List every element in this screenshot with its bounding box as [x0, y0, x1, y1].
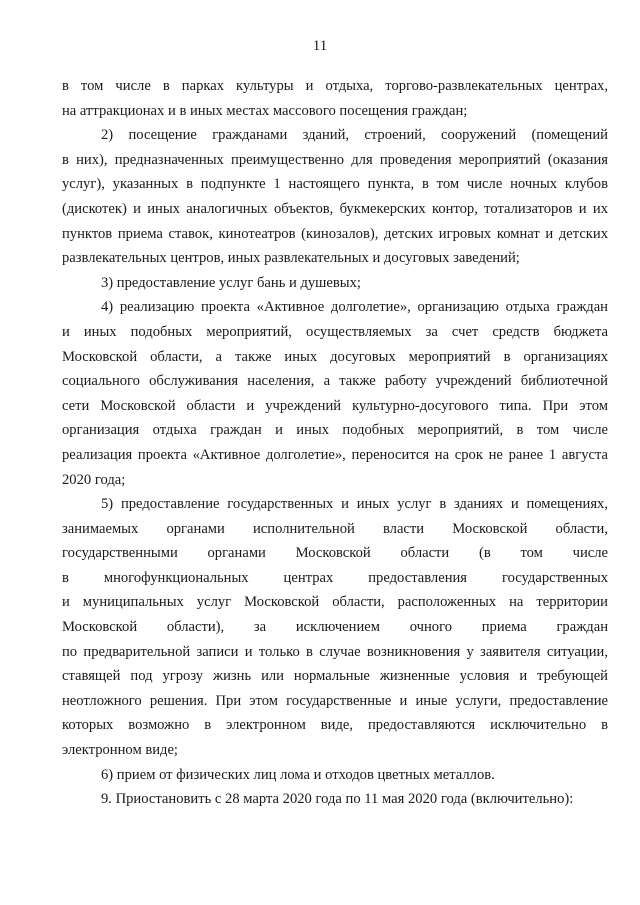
text-line: 3) предоставление услуг бань и душевых; — [101, 274, 361, 291]
text-line: неотложного решения. При этом государственные и иные услуги, предоставление — [62, 692, 608, 709]
text-line: занимаемых органами исполнительной власти Московской области, — [62, 520, 608, 537]
text-line: 2) посещение гражданами зданий, строений, сооружений (помещений — [101, 127, 608, 144]
text-line: электронном виде; — [62, 742, 178, 759]
text-line: в многофункциональных центрах предоставления государственных — [62, 569, 608, 586]
text-line: организация отдыха граждан и иных подобных мероприятий, в том числе — [62, 422, 608, 439]
text-line: ставящей под угрозу жизнь или нормальные жизненные условия и требующей — [62, 668, 608, 685]
text-line: на аттракционах и в иных местах массового посещения граждан; — [62, 102, 468, 119]
text-line: в них), предназначенных преимущественно для проведения мероприятий (оказания — [62, 151, 608, 168]
text-line: которых возможно в электронном виде, предоставляются исключительно в — [62, 717, 608, 734]
text-line: Московской области), за исключением очного приема граждан — [62, 619, 608, 636]
text-line: социального обслуживания населения, а также работу учреждений библиотечной — [62, 373, 608, 390]
text-line: 2020 года; — [62, 471, 126, 488]
text-line: государственными органами Московской области (в том числе — [62, 545, 608, 562]
text-line: (дискотек) и иных аналогичных объектов, букмекерских контор, тотализаторов и их — [62, 200, 608, 217]
text-line: и иных подобных мероприятий, осуществляемых за счет средств бюджета — [62, 323, 608, 340]
text-line: 4) реализацию проекта «Активное долголетие», организацию отдыха граждан — [101, 299, 608, 316]
text-line: 6) прием от физических лиц лома и отходов цветных металлов. — [101, 766, 495, 783]
body-text — [62, 74, 608, 812]
text-line: реализация проекта «Активное долголетие», переносится на срок не ранее 1 августа — [62, 446, 608, 463]
text-line: развлекательных центров, иных развлекательных и досуговых заведений; — [62, 250, 520, 267]
text-line: 9. Приостановить с 28 марта 2020 года по 11 мая 2020 года (включительно): — [101, 791, 574, 808]
text-line: пунктов приема ставок, кинотеатров (кинозалов), детских игровых комнат и детских — [62, 225, 608, 242]
text-line: и муниципальных услуг Московской области, расположенных на территории — [62, 594, 608, 611]
page-number: 11 — [312, 38, 328, 54]
text-line: сети Московской области и учреждений культурно-досугового типа. При этом — [62, 397, 608, 414]
text-line: Московской области, а также иных досуговых мероприятий в организациях — [62, 348, 608, 365]
text-line: услуг), указанных в подпункте 1 настоящего пункта, в том числе ночных клубов — [62, 176, 608, 193]
text-line: 5) предоставление государственных и иных услуг в зданиях и помещениях, — [101, 496, 608, 513]
text-line: в том числе в парках культуры и отдыха, торгово-развлекательных центрах, — [62, 78, 608, 94]
text-line: по предварительной записи и только в случае возникновения у заявителя ситуации, — [62, 643, 608, 660]
